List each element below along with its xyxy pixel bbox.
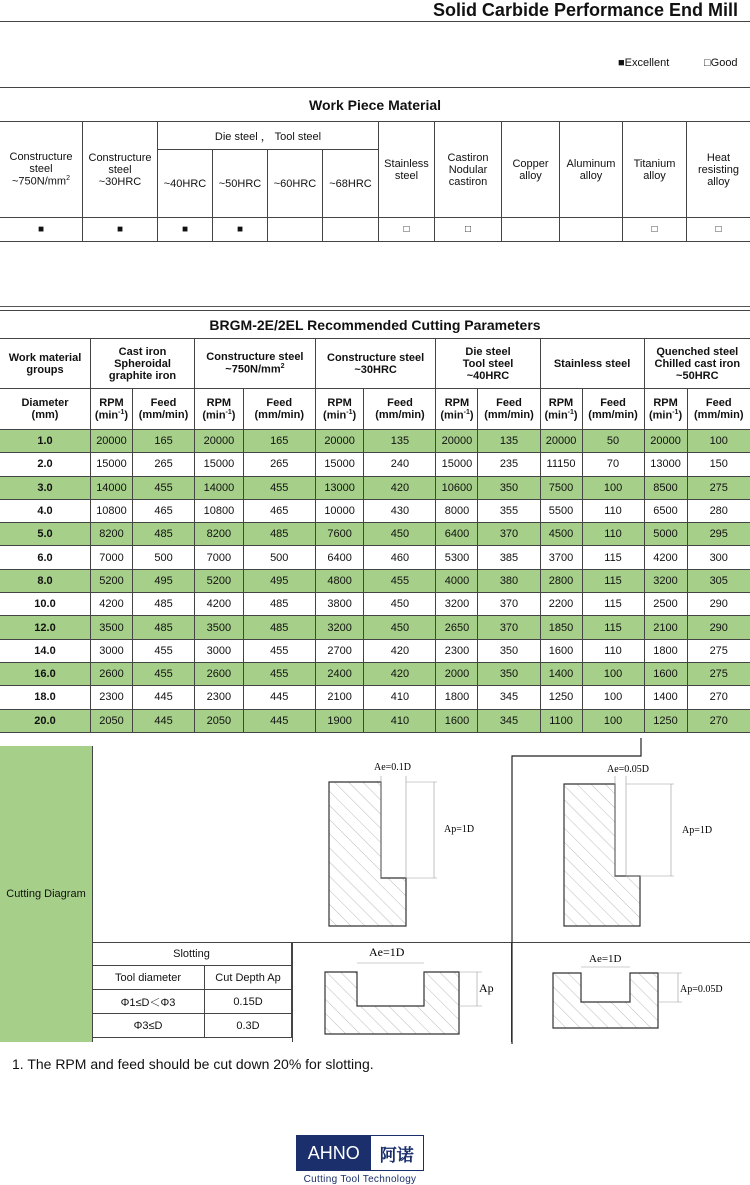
value-cell: 1800 [436,686,478,709]
value-cell: 15000 [436,453,478,476]
value-cell: 2100 [315,686,364,709]
diameter-cell: 3.0 [0,476,91,499]
group-header: Constructure steel ~30HRC [315,339,436,389]
value-cell: 115 [582,546,644,569]
side1-ap-label: Ap=1D [444,824,474,835]
value-cell: 10800 [195,499,244,522]
value-cell: 3000 [91,639,133,662]
slot-workpiece-1 [325,972,459,1034]
group-header: Constructure steel $\sim 750N/mm^2$ [195,339,316,389]
workpiece-title: Work Piece Material [0,88,750,122]
wp-col-8: Copper alloy [502,122,560,218]
slot-cell: 0.15D [205,990,292,1014]
slot-cell: Φ3≤D [92,1014,205,1038]
rpm-header: RPM $(\min^{-1})$ [540,389,582,430]
feed-header: Feed (mm/min) [582,389,644,430]
wp-col-10: Titanium alloy [623,122,687,218]
value-cell: 455 [243,476,315,499]
value-cell: 2300 [91,686,133,709]
value-cell: 15000 [315,453,364,476]
value-cell: 110 [582,639,644,662]
value-cell: 7600 [315,523,364,546]
cutting-title: BRGM-2E/2EL Recommended Cutting Parameters [0,311,750,339]
value-cell: 2050 [195,709,244,732]
value-cell: 3500 [195,616,244,639]
group-header: Quenched steel Chilled cast iron ~50HRC [644,339,750,389]
value-cell: 355 [478,499,540,522]
value-cell: 500 [132,546,194,569]
value-cell: 11150 [540,453,582,476]
rpm-header: RPM $(\min^{-1})$ [436,389,478,430]
wp-col-2: ~40HRC [158,150,213,218]
value-cell: 4500 [540,523,582,546]
value-cell: 420 [364,476,436,499]
side1-ae-label: Ae=0.1D [374,762,411,773]
value-cell: 495 [243,569,315,592]
rpm-header: RPM $(\min^{-1})$ [195,389,244,430]
value-cell: 350 [478,476,540,499]
value-cell: 420 [364,639,436,662]
value-cell: 1600 [540,639,582,662]
table-row [0,569,750,592]
value-cell: 380 [478,569,540,592]
value-cell: 1250 [644,709,687,732]
value-cell: 1850 [540,616,582,639]
value-cell: 4200 [644,546,687,569]
wp-col-0: Constructure steel $\sim 750N/mm^2$ [0,122,83,218]
value-cell: 2800 [540,569,582,592]
value-cell: 3200 [644,569,687,592]
value-cell: 3000 [195,639,244,662]
value-cell: 385 [478,546,540,569]
value-cell: 100 [582,662,644,685]
value-cell: 455 [364,569,436,592]
value-cell: 350 [478,662,540,685]
value-cell: 5300 [436,546,478,569]
value-cell: 4200 [91,593,133,616]
table-row [0,430,750,453]
value-cell: 1600 [436,709,478,732]
feed-header: Feed (mm/min) [243,389,315,430]
value-cell: 8000 [436,499,478,522]
diameter-cell: 18.0 [0,686,91,709]
feed-header: Feed (mm/min) [687,389,750,430]
diameter-cell: 4.0 [0,499,91,522]
value-cell: 500 [243,546,315,569]
wp-col-7: Castiron Nodular castiron [435,122,502,218]
value-cell: 2650 [436,616,478,639]
feed-header: Feed (mm/min) [132,389,194,430]
slot-cell: Φ1≤D＜Φ3 [92,990,205,1014]
value-cell: 2100 [644,616,687,639]
value-cell: 70 [582,453,644,476]
value-cell: 6400 [436,523,478,546]
wp-mark: □ [623,218,687,242]
value-cell: 280 [687,499,750,522]
side-mill-workpiece-1 [329,782,406,926]
value-cell: 5200 [91,569,133,592]
value-cell: 345 [478,686,540,709]
value-cell: 6400 [315,546,364,569]
wp-mark: □ [435,218,502,242]
value-cell: 4800 [315,569,364,592]
value-cell: 2300 [436,639,478,662]
value-cell: 455 [243,639,315,662]
diameter-cell: 14.0 [0,639,91,662]
slot-workpiece-2 [553,973,658,1028]
value-cell: 3700 [540,546,582,569]
value-cell: 1600 [644,662,687,685]
wp-col-11: Heat resisting alloy [687,122,750,218]
value-cell: 2200 [540,593,582,616]
value-cell: 20000 [315,430,364,453]
value-cell: 445 [132,686,194,709]
wp-mark [268,218,323,242]
slotting-table [92,942,292,1038]
value-cell: 10800 [91,499,133,522]
table-row [0,709,750,732]
value-cell: 110 [582,523,644,546]
wp-mark [502,218,560,242]
group-header: Die steel Tool steel ~40HRC [436,339,540,389]
value-cell: 275 [687,639,750,662]
value-cell: 3200 [436,593,478,616]
value-cell: 305 [687,569,750,592]
value-cell: 2600 [91,662,133,685]
value-cell: 20000 [540,430,582,453]
value-cell: 1100 [540,709,582,732]
table-row [0,453,750,476]
cutting-parameters-table [0,310,750,733]
value-cell: 455 [132,476,194,499]
value-cell: 445 [243,709,315,732]
side2-ae-label: Ae=0.05D [607,764,649,775]
wp-col-3: ~50HRC [213,150,268,218]
value-cell: 445 [243,686,315,709]
table-row [0,639,750,662]
table-row [0,662,750,685]
slot-col-header: Cut Depth Ap [205,966,292,990]
value-cell: 430 [364,499,436,522]
wp-mark: ■ [158,218,213,242]
value-cell: 295 [687,523,750,546]
value-cell: 350 [478,639,540,662]
legend-good: □Good [704,57,738,69]
page-title: Solid Carbide Performance End Mill [433,0,738,21]
footnote: 1. The RPM and feed should be cut down 20% for slotting. [12,1056,374,1072]
value-cell: 1900 [315,709,364,732]
wp-col-4: ~60HRC [268,150,323,218]
value-cell: 50 [582,430,644,453]
value-cell: 115 [582,569,644,592]
wp-col-9: Aluminum alloy [560,122,623,218]
logo-tagline: Cutting Tool Technology [296,1174,424,1185]
value-cell: 13000 [644,453,687,476]
value-cell: 485 [132,523,194,546]
value-cell: 5500 [540,499,582,522]
table-row [0,523,750,546]
rpm-header: RPM $(\min^{-1})$ [644,389,687,430]
table-row [0,616,750,639]
logo-en: AHNO [297,1136,371,1170]
value-cell: 20000 [195,430,244,453]
value-cell: 100 [582,709,644,732]
value-cell: 2300 [195,686,244,709]
value-cell: 450 [364,523,436,546]
value-cell: 5000 [644,523,687,546]
groups-header: Work material groups [0,339,91,389]
value-cell: 1400 [540,662,582,685]
group-header: Cast iron Spheroidal graphite iron [91,339,195,389]
wp-col-6: Stainless steel [379,122,435,218]
wp-mark [560,218,623,242]
value-cell: 100 [687,430,750,453]
value-cell: 135 [478,430,540,453]
value-cell: 2400 [315,662,364,685]
value-cell: 460 [364,546,436,569]
value-cell: 290 [687,616,750,639]
value-cell: 450 [364,593,436,616]
value-cell: 4000 [436,569,478,592]
table-row [0,546,750,569]
slot-col-header: Tool diameter [92,966,205,990]
slot1-ae-label: Ae=1D [369,945,405,959]
value-cell: 2700 [315,639,364,662]
value-cell: 165 [243,430,315,453]
value-cell: 345 [478,709,540,732]
side-mill-workpiece-2 [564,784,640,926]
value-cell: 2050 [91,709,133,732]
value-cell: 3800 [315,593,364,616]
value-cell: 465 [243,499,315,522]
value-cell: 1800 [644,639,687,662]
wp-mark: ■ [213,218,268,242]
group-header: Stainless steel [540,339,644,389]
value-cell: 14000 [195,476,244,499]
value-cell: 300 [687,546,750,569]
value-cell: 6500 [644,499,687,522]
table-row [0,593,750,616]
value-cell: 410 [364,709,436,732]
value-cell: 270 [687,709,750,732]
value-cell: 165 [132,430,194,453]
value-cell: 485 [243,616,315,639]
value-cell: 7000 [91,546,133,569]
slotting-title: Slotting [92,942,292,966]
cutting-diagram-label: Cutting Diagram [0,746,92,1042]
diameter-cell: 1.0 [0,430,91,453]
workpiece-material-table [0,87,750,242]
value-cell: 14000 [91,476,133,499]
value-cell: 8200 [91,523,133,546]
value-cell: 10600 [436,476,478,499]
value-cell: 20000 [436,430,478,453]
diameter-cell: 12.0 [0,616,91,639]
value-cell: 8500 [644,476,687,499]
table-row [0,499,750,522]
value-cell: 2000 [436,662,478,685]
value-cell: 115 [582,616,644,639]
value-cell: 275 [687,662,750,685]
value-cell: 13000 [315,476,364,499]
value-cell: 10000 [315,499,364,522]
value-cell: 485 [132,616,194,639]
slot2-ae-label: Ae=1D [589,953,622,965]
value-cell: 15000 [91,453,133,476]
value-cell: 370 [478,593,540,616]
wp-die-steel-group: Die steel ， Tool steel [158,122,379,150]
value-cell: 135 [364,430,436,453]
value-cell: 150 [687,453,750,476]
logo-cn: 阿诺 [371,1136,424,1170]
slot1-ap-label: Ap [479,981,494,995]
value-cell: 100 [582,476,644,499]
header-divider [0,21,750,22]
value-cell: 100 [582,686,644,709]
value-cell: 3200 [315,616,364,639]
rpm-header: RPM $(\min^{-1})$ [91,389,133,430]
feed-header: Feed (mm/min) [478,389,540,430]
wp-mark: ■ [0,218,83,242]
value-cell: 485 [132,593,194,616]
value-cell: 110 [582,499,644,522]
value-cell: 485 [243,523,315,546]
value-cell: 15000 [195,453,244,476]
diameter-cell: 6.0 [0,546,91,569]
wp-mark: ■ [83,218,158,242]
value-cell: 235 [478,453,540,476]
value-cell: 1400 [644,686,687,709]
diameter-cell: 8.0 [0,569,91,592]
value-cell: 445 [132,709,194,732]
wp-col-5: ~68HRC [323,150,379,218]
value-cell: 20000 [644,430,687,453]
diameter-cell: 10.0 [0,593,91,616]
diameter-cell: 5.0 [0,523,91,546]
value-cell: 3500 [91,616,133,639]
wp-mark: □ [379,218,435,242]
value-cell: 240 [364,453,436,476]
value-cell: 115 [582,593,644,616]
value-cell: 455 [132,662,194,685]
value-cell: 455 [243,662,315,685]
feed-header: Feed (mm/min) [364,389,436,430]
value-cell: 275 [687,476,750,499]
diameter-cell: 20.0 [0,709,91,732]
value-cell: 2500 [644,593,687,616]
value-cell: 495 [132,569,194,592]
value-cell: 1250 [540,686,582,709]
value-cell: 270 [687,686,750,709]
value-cell: 8200 [195,523,244,546]
value-cell: 265 [243,453,315,476]
table-row [0,686,750,709]
value-cell: 20000 [91,430,133,453]
diameter-cell: 2.0 [0,453,91,476]
legend-excellent: ■Excellent [618,57,669,69]
wp-mark: □ [687,218,750,242]
value-cell: 370 [478,523,540,546]
value-cell: 420 [364,662,436,685]
value-cell: 485 [243,593,315,616]
value-cell: 5200 [195,569,244,592]
side2-ap-label: Ap=1D [682,825,712,836]
section-divider [0,306,750,307]
value-cell: 2600 [195,662,244,685]
value-cell: 7000 [195,546,244,569]
slot2-ap-label: Ap=0.05D [680,984,723,995]
value-cell: 265 [132,453,194,476]
wp-mark [323,218,379,242]
diameter-header: Diameter (mm) [0,389,91,430]
value-cell: 7500 [540,476,582,499]
value-cell: 450 [364,616,436,639]
slot-cell: 0.3D [205,1014,292,1038]
rpm-header: RPM $(\min^{-1})$ [315,389,364,430]
value-cell: 455 [132,639,194,662]
value-cell: 410 [364,686,436,709]
value-cell: 465 [132,499,194,522]
value-cell: 4200 [195,593,244,616]
table-row [0,476,750,499]
value-cell: 290 [687,593,750,616]
ahno-logo [296,1135,424,1185]
wp-col-1: Constructure steel ~30HRC [83,122,158,218]
value-cell: 370 [478,616,540,639]
diameter-cell: 16.0 [0,662,91,685]
